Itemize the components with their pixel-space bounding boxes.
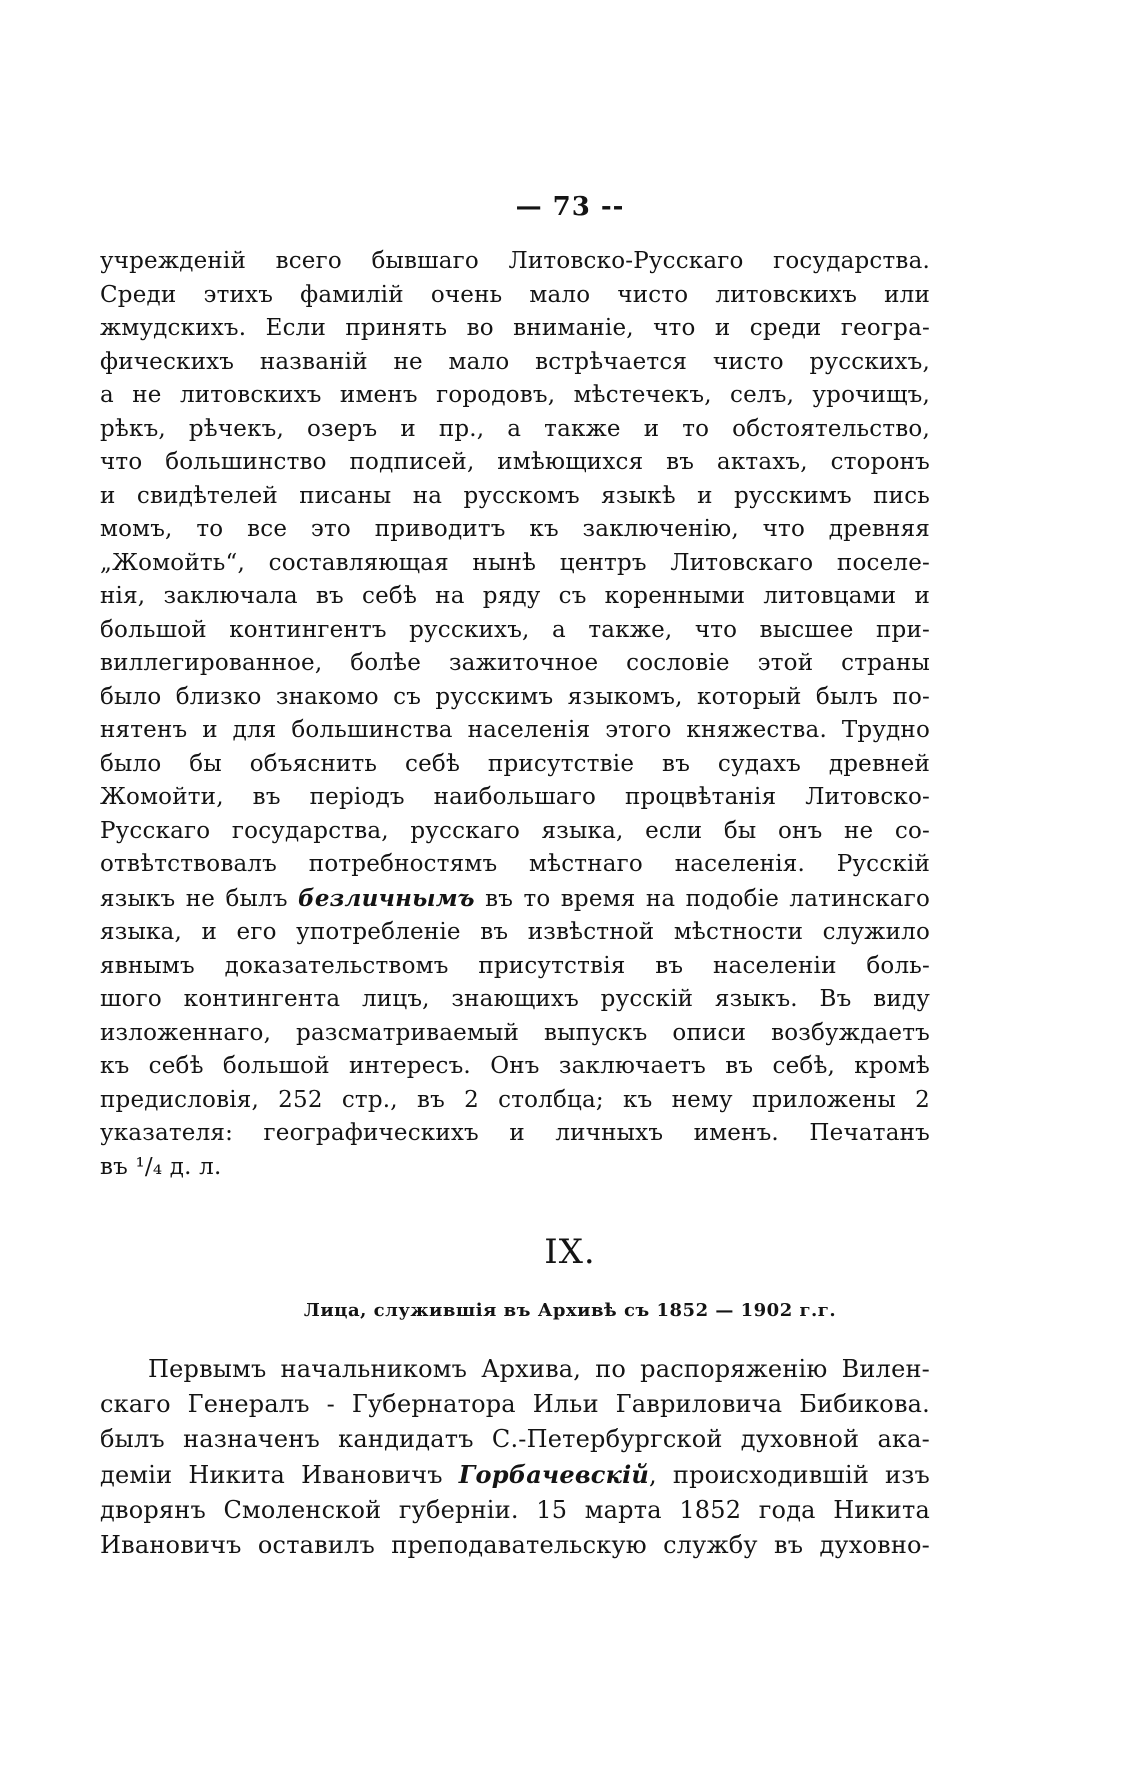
- text-line: фическихъ названій не мало встрѣчается чисто русскихъ,: [100, 348, 930, 375]
- text-line: момъ, то все это приводитъ къ заключенію, что древняя: [100, 516, 930, 542]
- text-line: языкъ не былъ безличнымъ въ то время на подобіе латинскаго: [100, 884, 930, 912]
- text-line: Жомойти, въ періодъ наибольшаго процвѣтанія Литовско-: [100, 784, 930, 810]
- text-line: Русскаго государства, русскаго языка, если бы онъ не со-: [100, 817, 930, 844]
- text-line: виллегированное, болѣе зажиточное сословіе этой страны: [100, 650, 930, 676]
- text-line: языка, и его употребленіе въ извѣстной мѣстности служило: [100, 919, 930, 945]
- emphasized-word: безличнымъ: [298, 884, 475, 912]
- paragraph-continued: [100, 245, 930, 1184]
- text-line: въ ¹/₄ д. л.: [100, 1153, 222, 1180]
- text-line: было бы объяснить себѣ присутствіе въ судахъ древней: [100, 750, 930, 777]
- text-line: рѣкъ, рѣчекъ, озеръ и пр., а также и то обстоятельство,: [100, 415, 930, 442]
- text-line: Среди этихъ фамилій очень мало чисто литовскихъ или: [100, 281, 930, 308]
- text-line: указателя: географическихъ и личныхъ именъ. Печатанъ: [100, 1120, 930, 1146]
- text-line: а не литовскихъ именъ городовъ, мѣстечекъ, селъ, урочищъ,: [100, 382, 930, 408]
- text-line: изложеннаго, разсматриваемый выпускъ описи возбуждаетъ: [100, 1019, 930, 1046]
- text-line: явнымъ доказательствомъ присутствія въ населеніи боль-: [100, 952, 930, 979]
- text-line: нятенъ и для большинства населенія этого княжества. Трудно: [100, 717, 930, 743]
- paragraph-section-ix: [100, 1352, 930, 1563]
- text-line: „Жомойть“, составляющая нынѣ центръ Литовскаго поселе-: [100, 549, 930, 576]
- text-line: жмудскихъ. Если принять во вниманіе, что и среди геогра-: [100, 315, 930, 341]
- text-line: Первымъ начальникомъ Архива, по распоряженію Вилен-: [148, 1355, 930, 1383]
- text-line: что большинство подписей, имѣющихся въ актахъ, сторонъ: [100, 449, 930, 475]
- text-line: предисловія, 252 стр., въ 2 столбца; къ нему приложены 2: [100, 1086, 930, 1113]
- page-number: — 73 --: [515, 192, 625, 222]
- text-line: деміи Никита Ивановичъ Горбачевскій, происходившій изъ: [100, 1460, 931, 1489]
- text-line: большой контингентъ русскихъ, а также, что высшее при-: [100, 616, 930, 643]
- text-line: скаго Генералъ - Губернатора Ильи Гавриловича Бибикова.: [100, 1390, 930, 1418]
- section-title: Лица, служившія въ Архивѣ съ 1852 — 1902 г.г.: [303, 1300, 837, 1321]
- text-line: нія, заключала въ себѣ на ряду съ коренными литовцами и: [100, 583, 930, 609]
- text-line: учрежденій всего бывшаго Литовско-Русскаго государства.: [100, 248, 930, 274]
- text-line: и свидѣтелей писаны на русскомъ языкѣ и русскимъ пись: [100, 482, 930, 509]
- text-line: шого контингента лицъ, знающихъ русскій языкъ. Въ виду: [100, 986, 930, 1012]
- emphasized-word: Горбачевскій: [458, 1460, 650, 1489]
- text-line: къ себѣ большой интересъ. Онъ заключаетъ въ себѣ, кромѣ: [100, 1053, 930, 1079]
- section-number: IX.: [544, 1232, 596, 1272]
- text-line: дворянъ Смоленской губерніи. 15 марта 1852 года Никита: [100, 1496, 930, 1524]
- text-line: было близко знакомо съ русскимъ языкомъ, который былъ по-: [100, 683, 930, 710]
- text-line: былъ назначенъ кандидатъ С.-Петербургской духовной ака-: [100, 1425, 930, 1453]
- text-line: Ивановичъ оставилъ преподавательскую службу въ духовно-: [100, 1531, 930, 1559]
- text-line: отвѣтствовалъ потребностямъ мѣстнаго населенія. Русскій: [100, 851, 930, 877]
